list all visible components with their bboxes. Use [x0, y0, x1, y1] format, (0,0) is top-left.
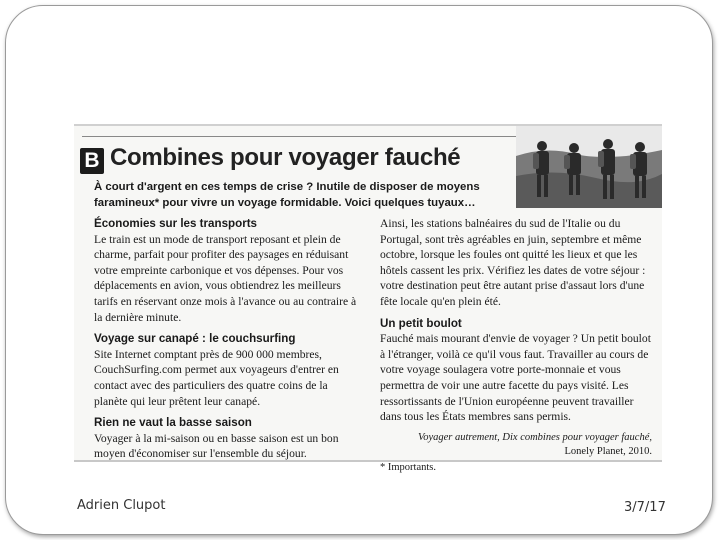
hikers-photo: [516, 126, 662, 208]
section-badge: B: [80, 148, 104, 174]
section-heading: Économies sur les transports: [94, 217, 258, 230]
section-heading: Rien ne vaut la basse saison: [94, 416, 252, 430]
source-publisher: Lonely Planet, 2010.: [564, 445, 652, 457]
scanned-article: [74, 124, 662, 473]
footnote: * Importants.: [380, 461, 436, 473]
left-column: [94, 216, 364, 468]
article-intro: À court d'argent en ces temps de crise ? Inutile de disposer de moyens faramineux* pour vivre un voyage formidable. Voici quelques tuyaux…: [94, 181, 480, 209]
right-column: [380, 216, 652, 475]
article-title: Combines pour voyager fauché: [110, 144, 461, 171]
source-credit: Voyager autrement, Dix combines pour voyager fauché,: [417, 431, 652, 443]
section-text: Fauché mais mourant d'envie de voyager ? Un petit boulot à l'étranger, voilà ce qu'il vous faut. Travailler au cours de votre voyage soulagera votre porte-monnaie et vous permettra de voir une autre facette du pays visité. Les ressortissants de l'Union européenne peuvent travailler dans tous les États membres sans permis.: [380, 332, 651, 424]
footer-date: 3/7/17: [624, 500, 666, 515]
footer-author: Adrien Clupot: [77, 498, 166, 513]
section-heading: Un petit boulot: [380, 316, 462, 330]
section-heading: Voyage sur canapé : le couchsurfing: [94, 332, 296, 346]
section-text: Le train est un mode de transport reposant et plein de charme, parfait pour profiter des paysages en réduisant votre empreinte carbonique et vos dépenses. Pour vos déplacements en avion, vous obtiendrez les meilleurs tarifs en réservant onze mois à l'avance ou au contraire à la dernière minute.: [94, 232, 357, 324]
section-text: Voyager à la mi-saison ou en basse saison est un bon moyen d'économiser sur l'ensemble du séjour.: [94, 431, 339, 461]
top-rule: [82, 136, 542, 137]
section-text: Site Internet comptant près de 900 000 membres, CouchSurfing.com permet aux voyageurs d'entrer en contact avec des particuliers des quatre coins de la planète qui leur prêtent leur canapé.: [94, 347, 339, 408]
section-text: Ainsi, les stations balnéaires du sud de l'Italie ou du Portugal, sont très agréables en juin, septembre et même octobre, lorsque les foules ont quitté les lieux et que les hôtels cassent les prix. Vérifiez les dates de votre séjour : votre destination peut être autant prise d'assaut lors d'une fête locale qu'en plein été.: [380, 217, 646, 308]
